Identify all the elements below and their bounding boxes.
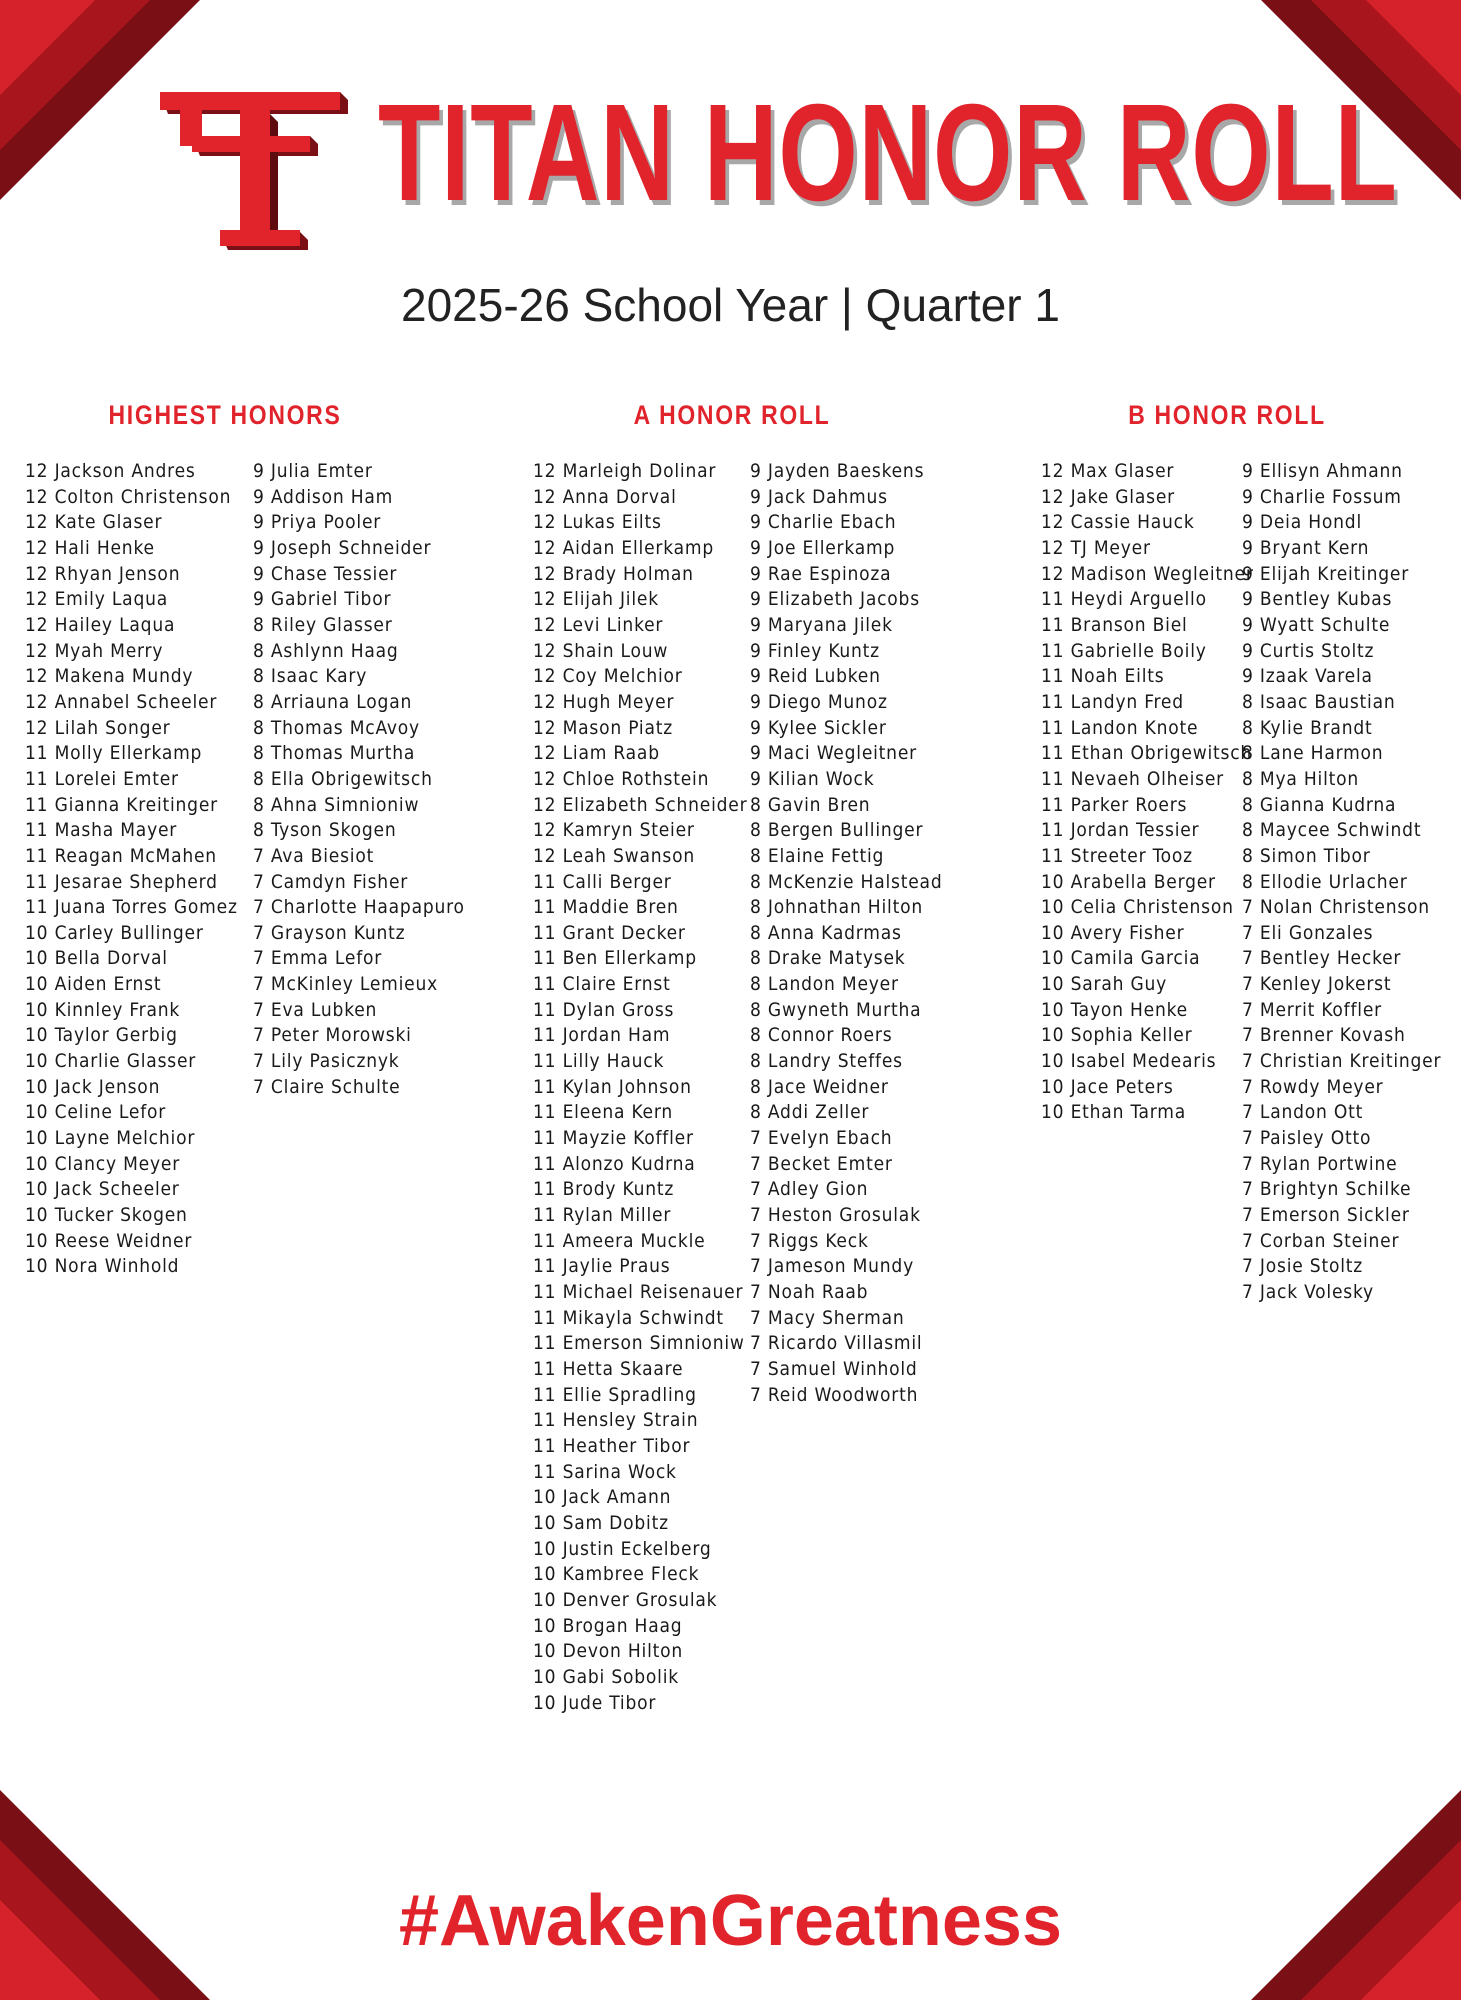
list-item: 9 Finley Kuntz [750, 639, 880, 662]
list-item: 10 Jack Jenson [25, 1075, 161, 1098]
list-item: 10 Justin Eckelberg [533, 1537, 712, 1560]
list-item: 10 Brogan Haag [533, 1614, 683, 1637]
list-item: 7 Claire Schulte [253, 1075, 401, 1098]
list-item: 11 Dylan Gross [533, 998, 675, 1021]
list-item: 12 Max Glaser [1041, 460, 1175, 482]
section-heading-b-honor-roll: B HONOR ROLL [1128, 400, 1326, 430]
list-item: 11 Reagan McMahen [25, 844, 217, 867]
list-item: 8 Maycee Schwindt [1242, 819, 1422, 842]
list-item: 9 Kylee Sickler [750, 716, 887, 739]
list-item: 11 Noah Eilts [1041, 665, 1165, 688]
list-item: 11 Hetta Skaare [533, 1357, 684, 1380]
list-item: 10 Clancy Meyer [25, 1152, 181, 1175]
list-item: 12 Elizabeth Schneider [533, 793, 748, 816]
list-item: 11 Calli Berger [533, 870, 672, 893]
list-item: 8 Addi Zeller [750, 1101, 870, 1124]
list-item: 10 Aiden Ernst [25, 973, 162, 996]
list-item: 10 Ethan Tarma [1041, 1101, 1187, 1124]
list-item: 12 Myah Merry [25, 639, 164, 662]
section-heading-a-honor-roll: A HONOR ROLL [633, 400, 831, 430]
list-item: 7 Nolan Christenson [1242, 896, 1430, 919]
list-item: 11 Emerson Simnioniw [533, 1332, 745, 1355]
list-item: 9 Priya Pooler [253, 511, 382, 534]
list-item: 8 Ahna Simnioniw [253, 793, 420, 816]
list-item: 9 Jayden Baeskens [750, 460, 925, 482]
section-heading-highest-honors: HIGHEST HONORS [108, 400, 342, 430]
list-item: 8 Gavin Bren [750, 793, 871, 816]
list-item: 10 Tucker Skogen [25, 1204, 188, 1227]
list-item: 12 Kamryn Steier [533, 819, 695, 842]
list-item: 10 Layne Melchior [25, 1127, 196, 1150]
list-item: 7 Evelyn Ebach [750, 1127, 893, 1150]
list-item: 10 Camila Garcia [1041, 947, 1201, 970]
list-item: 11 Masha Mayer [25, 819, 178, 842]
list-item: 12 Chloe Rothstein [533, 767, 710, 790]
list-item: 11 Hensley Strain [533, 1409, 699, 1432]
list-item: 11 Sarina Wock [533, 1460, 677, 1483]
list-item: 7 Bentley Hecker [1242, 947, 1402, 970]
name-list [1041, 459, 1254, 1126]
list-item: 8 Isaac Baustian [1242, 690, 1396, 713]
list-item: 10 Jack Scheeler [25, 1178, 180, 1201]
list-item: 10 Arabella Berger [1041, 870, 1216, 893]
list-item: 12 Cassie Hauck [1041, 511, 1195, 534]
list-item: 7 Camdyn Fisher [253, 870, 409, 893]
list-item: 12 Annabel Scheeler [25, 690, 218, 713]
list-item: 10 Gabi Sobolik [533, 1665, 679, 1688]
list-item: 11 Michael Reisenauer [533, 1281, 744, 1303]
list-item: 8 Thomas Murtha [253, 742, 416, 765]
list-item: 8 Simon Tibor [1242, 844, 1371, 867]
list-item: 9 Kilian Wock [750, 767, 875, 790]
list-item: 11 Ellie Spradling [533, 1383, 697, 1406]
list-item: 9 Wyatt Schulte [1242, 613, 1391, 636]
list-item: 10 Jude Tibor [533, 1691, 657, 1714]
list-item: 12 Hugh Meyer [533, 690, 675, 713]
list-item: 8 Gianna Kudrna [1242, 793, 1397, 816]
list-item: 9 Julia Emter [253, 460, 373, 482]
list-item: 9 Rae Espinoza [750, 562, 892, 585]
list-item: 12 Makena Mundy [25, 665, 194, 688]
list-item: 10 Devon Hilton [533, 1640, 684, 1663]
list-item: 10 Sam Dobitz [533, 1511, 669, 1534]
list-item: 11 Landyn Fred [1041, 690, 1184, 713]
list-item: 8 Ellodie Urlacher [1242, 870, 1408, 893]
list-item: 12 Kate Glaser [25, 511, 163, 534]
list-item: 11 Alonzo Kudrna [533, 1152, 696, 1175]
list-item: 9 Maci Wegleitner [750, 742, 917, 765]
list-item: 9 Bentley Kubas [1242, 588, 1393, 611]
list-item: 7 Corban Steiner [1242, 1229, 1400, 1252]
list-item: 8 Ashlynn Haag [253, 639, 399, 662]
list-item: 7 Eli Gonzales [1242, 921, 1374, 944]
list-item: 8 Jace Weidner [750, 1075, 889, 1098]
list-item: 12 TJ Meyer [1041, 536, 1151, 559]
list-item: 11 Lilly Hauck [533, 1050, 665, 1073]
list-item: 11 Ameera Muckle [533, 1229, 706, 1252]
list-item: 7 Heston Grosulak [750, 1204, 921, 1227]
list-item: 12 Jackson Andres [25, 460, 196, 482]
list-item: 8 Johnathan Hilton [750, 896, 923, 919]
list-item: 11 Nevaeh Olheiser [1041, 767, 1225, 790]
list-item: 10 Reese Weidner [25, 1229, 193, 1252]
list-item: 8 Thomas McAvoy [253, 716, 420, 739]
list-item: 9 Gabriel Tibor [253, 588, 392, 611]
list-item: 11 Juana Torres Gomez [25, 896, 238, 919]
list-item: 10 Celia Christenson [1041, 896, 1234, 919]
list-item: 11 Jordan Tessier [1041, 819, 1200, 842]
list-item: 7 Grayson Kuntz [253, 921, 406, 944]
list-item: 7 Kenley Jokerst [1242, 973, 1392, 996]
list-item: 10 Kinnley Frank [25, 998, 181, 1021]
list-item: 11 Jordan Ham [533, 1024, 671, 1047]
list-item: 11 Eleena Kern [533, 1101, 674, 1124]
list-item: 12 Hali Henke [25, 536, 155, 559]
list-item: 7 Rylan Portwine [1242, 1152, 1398, 1175]
list-item: 11 Rylan Miller [533, 1204, 672, 1227]
list-item: 9 Charlie Ebach [750, 511, 897, 534]
list-item: 11 Streeter Tooz [1041, 844, 1193, 867]
list-item: 7 McKinley Lemieux [253, 973, 439, 996]
list-item: 9 Jack Dahmus [750, 485, 888, 508]
list-item: 10 Kambree Fleck [533, 1563, 700, 1586]
list-item: 11 Heather Tibor [533, 1434, 691, 1457]
name-list [1242, 459, 1441, 1306]
list-item: 11 Gianna Kreitinger [25, 793, 218, 816]
list-item: 7 Reid Woodworth [750, 1383, 919, 1406]
name-list [253, 459, 465, 1100]
list-item: 12 Aidan Ellerkamp [533, 536, 714, 559]
list-item: 11 Heydi Arguello [1041, 588, 1207, 611]
list-item: 8 Connor Roers [750, 1024, 893, 1047]
corner-decoration-top-left [0, 0, 95, 95]
list-item: 7 Jack Volesky [1242, 1281, 1374, 1303]
list-item: 12 Madison Wegleitner [1041, 562, 1254, 585]
list-item: 7 Eva Lubken [253, 998, 378, 1021]
list-item: 12 Marleigh Dolinar [533, 460, 717, 482]
list-item: 8 Elaine Fettig [750, 844, 885, 867]
list-item: 8 Bergen Bullinger [750, 819, 924, 842]
list-item: 10 Jace Peters [1041, 1075, 1174, 1098]
list-item: 8 Riley Glasser [253, 613, 393, 636]
list-item: 10 Bella Dorval [25, 947, 168, 970]
list-item: 11 Branson Biel [1041, 613, 1188, 636]
list-item: 11 Brody Kuntz [533, 1178, 675, 1201]
list-item: 7 Ricardo Villasmil [750, 1332, 923, 1355]
list-item: 9 Elijah Kreitinger [1242, 562, 1410, 585]
list-item: 12 Elijah Jilek [533, 588, 659, 611]
list-item: 12 Anna Dorval [533, 485, 677, 508]
list-item: 12 Coy Melchior [533, 665, 683, 688]
list-item: 7 Emma Lefor [253, 947, 383, 970]
list-item: 10 Tayon Henke [1041, 998, 1188, 1021]
list-item: 7 Brightyn Schilke [1242, 1178, 1412, 1201]
list-item: 9 Chase Tessier [253, 562, 398, 585]
list-item: 8 McKenzie Halstead [750, 870, 943, 893]
list-item: 10 Carley Bullinger [25, 921, 204, 944]
list-item: 11 Mikayla Schwindt [533, 1306, 724, 1329]
list-item: 8 Landon Meyer [750, 973, 899, 996]
list-item: 12 Jake Glaser [1041, 485, 1175, 508]
list-item: 9 Elizabeth Jacobs [750, 588, 920, 611]
list-item: 10 Celine Lefor [25, 1101, 167, 1124]
list-item: 11 Ethan Obrigewitsch [1041, 742, 1253, 765]
list-item: 9 Ellisyn Ahmann [1242, 460, 1403, 482]
list-item: 8 Landry Steffes [750, 1050, 903, 1073]
list-item: 11 Kylan Johnson [533, 1075, 692, 1098]
list-item: 11 Jaylie Praus [533, 1255, 671, 1278]
list-item: 12 Levi Linker [533, 613, 664, 636]
list-item: 12 Leah Swanson [533, 844, 695, 867]
list-item: 10 Isabel Medearis [1041, 1050, 1217, 1073]
list-item: 9 Joe Ellerkamp [750, 536, 896, 559]
list-item: 11 Molly Ellerkamp [25, 742, 203, 765]
list-item: 12 Mason Piatz [533, 716, 674, 739]
list-item: 12 Rhyan Jenson [25, 562, 181, 585]
list-item: 7 Landon Ott [1242, 1101, 1364, 1124]
list-item: 10 Avery Fisher [1041, 921, 1185, 944]
list-item: 11 Maddie Bren [533, 896, 679, 919]
list-item: 8 Arriauna Logan [253, 690, 413, 713]
list-item: 8 Lane Harmon [1242, 742, 1384, 765]
list-item: 9 Diego Munoz [750, 690, 888, 713]
list-item: 12 Liam Raab [533, 742, 660, 765]
list-item: 10 Denver Grosulak [533, 1588, 718, 1611]
list-item: 7 Ava Biesiot [253, 844, 375, 867]
page-subtitle: 2025-26 School Year | Quarter 1 [401, 279, 1060, 331]
list-item: 7 Lily Pasicznyk [253, 1050, 400, 1073]
list-item: 10 Taylor Gerbig [25, 1024, 178, 1047]
list-item: 10 Nora Winhold [25, 1255, 180, 1278]
list-item: 7 Macy Sherman [750, 1306, 905, 1329]
list-item: 7 Paisley Otto [1242, 1127, 1372, 1150]
list-item: 7 Josie Stoltz [1242, 1255, 1364, 1278]
list-item: 7 Merrit Koffler [1242, 998, 1382, 1021]
list-item: 11 Parker Roers [1041, 793, 1188, 816]
list-item: 12 Lukas Eilts [533, 511, 662, 534]
list-item: 9 Charlie Fossum [1242, 485, 1402, 508]
list-item: 10 Sarah Guy [1041, 973, 1168, 996]
list-item: 7 Peter Morowski [253, 1024, 412, 1047]
list-item: 7 Emerson Sickler [1242, 1204, 1410, 1227]
list-item: 7 Riggs Keck [750, 1229, 869, 1252]
list-item: 11 Mayzie Koffler [533, 1127, 694, 1150]
list-item: 7 Becket Emter [750, 1152, 893, 1175]
list-item: 7 Rowdy Meyer [1242, 1075, 1384, 1098]
list-item: 8 Mya Hilton [1242, 767, 1360, 790]
list-item: 7 Samuel Winhold [750, 1357, 918, 1380]
list-item: 7 Jameson Mundy [750, 1255, 914, 1278]
list-item: 11 Jesarae Shepherd [25, 870, 218, 893]
list-item: 8 Tyson Skogen [253, 819, 397, 842]
list-item: 8 Anna Kadrmas [750, 921, 902, 944]
name-list [25, 459, 238, 1280]
list-item: 12 Shain Louw [533, 639, 669, 662]
titan-tt-logo-icon [160, 92, 350, 252]
list-item: 12 Brady Holman [533, 562, 694, 585]
list-item: 12 Lilah Songer [25, 716, 171, 739]
list-item: 7 Christian Kreitinger [1242, 1050, 1442, 1073]
list-item: 11 Lorelei Emter [25, 767, 179, 790]
list-item: 9 Izaak Varela [1242, 665, 1373, 688]
list-item: 10 Jack Amann [533, 1486, 672, 1509]
name-list [533, 459, 747, 1716]
list-item: 12 Colton Christenson [25, 485, 232, 508]
list-item: 7 Noah Raab [750, 1281, 869, 1303]
name-list [750, 459, 942, 1408]
list-item: 7 Adley Gion [750, 1178, 869, 1201]
list-item: 8 Gwyneth Murtha [750, 998, 922, 1021]
list-item: 11 Claire Ernst [533, 973, 671, 996]
list-item: 9 Reid Lubken [750, 665, 881, 688]
list-item: 9 Maryana Jilek [750, 613, 893, 636]
list-item: 9 Addison Ham [253, 485, 394, 508]
list-item: 7 Charlotte Haapapuro [253, 896, 465, 919]
list-item: 10 Sophia Keller [1041, 1024, 1193, 1047]
list-item: 11 Ben Ellerkamp [533, 947, 697, 970]
list-item: 7 Brenner Kovash [1242, 1024, 1406, 1047]
list-item: 8 Ella Obrigewitsch [253, 767, 433, 790]
list-item: 11 Landon Knote [1041, 716, 1199, 739]
list-item: 8 Kylie Brandt [1242, 716, 1373, 739]
list-item: 8 Isaac Kary [253, 665, 368, 688]
list-item: 9 Bryant Kern [1242, 536, 1370, 559]
list-item: 12 Emily Laqua [25, 588, 169, 611]
list-item: 8 Drake Matysek [750, 947, 906, 970]
list-item: 12 Hailey Laqua [25, 613, 176, 636]
footer-hashtag: #AwakenGreatness [398, 1881, 1063, 1961]
list-item: 9 Deia Hondl [1242, 511, 1362, 534]
list-item: 9 Joseph Schneider [253, 536, 432, 559]
list-item: 11 Grant Decker [533, 921, 686, 944]
list-item: 11 Gabrielle Boily [1041, 639, 1207, 662]
list-item: 9 Curtis Stoltz [1242, 639, 1375, 662]
list-item: 10 Charlie Glasser [25, 1050, 197, 1073]
page-title: TITAN HONOR ROLL [378, 76, 1398, 230]
